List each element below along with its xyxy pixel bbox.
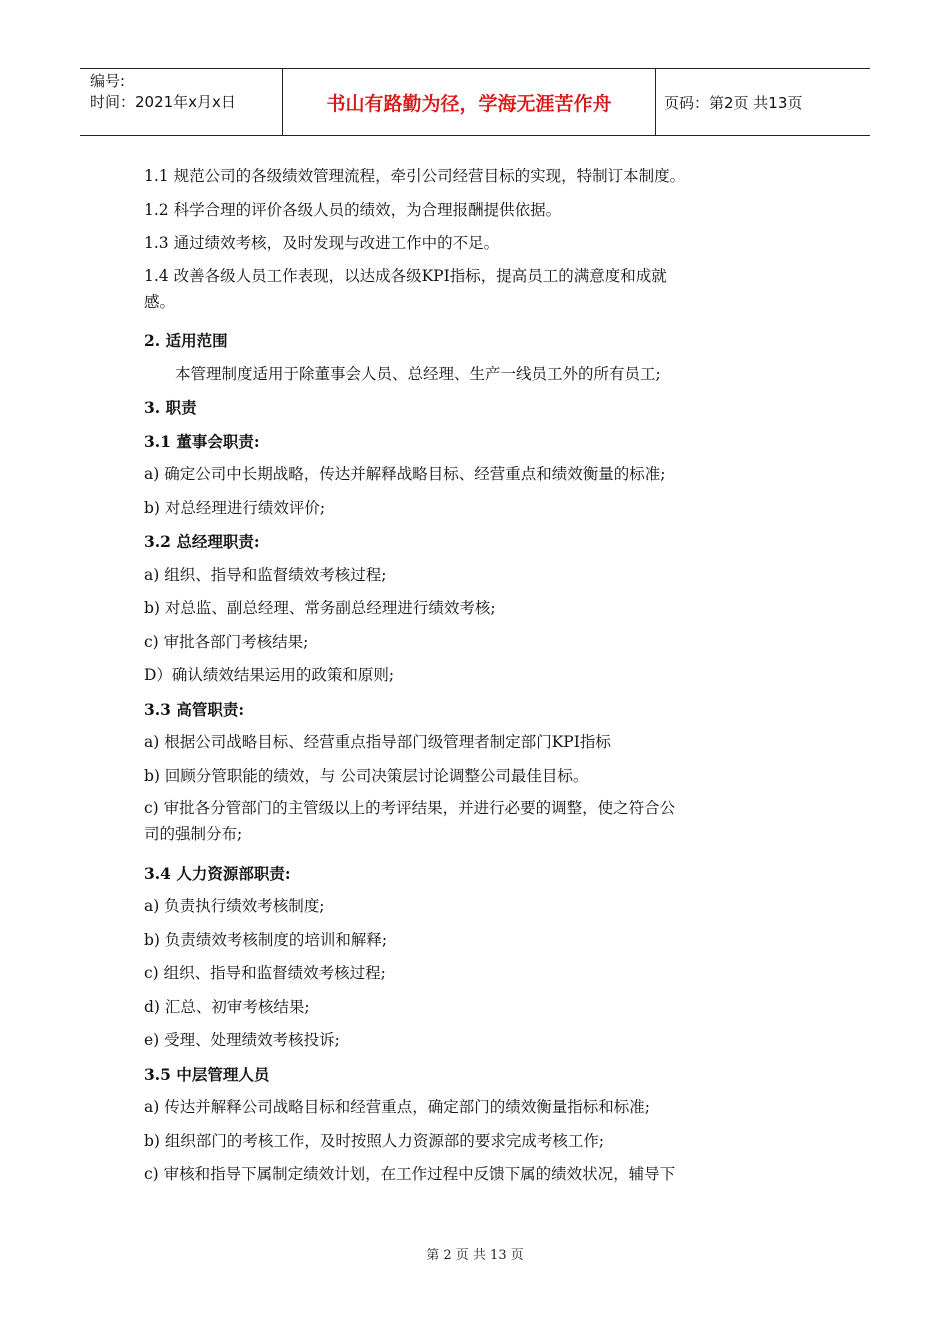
list-item: d) 汇总、初审考核结果; [144, 997, 310, 1016]
list-item: a) 传达并解释公司战略目标和经营重点，确定部门的绩效衡量指标和标准; [144, 1098, 650, 1116]
list-item: D）确认绩效结果运用的政策和原则; [144, 666, 395, 684]
list-item: b) 组织部门的考核工作，及时按照人力资源部的要求完成考核工作; [144, 1131, 605, 1150]
text-line: 1.1 规范公司的各级绩效管理流程，牵引公司经营目标的实现，特制订本制度。 [144, 167, 686, 185]
list-item: c) 审核和指导下属制定绩效计划，在工作过程中反馈下属的绩效状况，辅导下 [144, 1165, 676, 1183]
text-line: 本管理制度适用于除董事会人员、总经理、生产一线员工外的所有员工; [175, 364, 661, 383]
subsection-heading: 3.5 中层管理人员 [144, 1064, 270, 1084]
list-item: e) 受理、处理绩效考核投诉; [144, 1031, 340, 1049]
text-line: 感。 [144, 292, 176, 311]
text-line: 1.2 科学合理的评价各级人员的绩效，为合理报酬提供依据。 [144, 200, 562, 219]
section-heading: 3. 职责 [144, 398, 197, 417]
subsection-heading: 3.3 高管职责: [144, 699, 245, 719]
list-item: a) 确定公司中长期战略，传达并解释战略目标、经营重点和绩效衡量的标准; [144, 465, 666, 483]
document-body [144, 160, 814, 1192]
document-number-label: 编号: [90, 72, 126, 90]
list-item: c) 审批各分管部门的主管级以上的考评结果，并进行必要的调整，使之符合公 [144, 799, 676, 817]
list-item-continuation: 司的强制分布; [144, 825, 243, 843]
subsection-heading: 3.2 总经理职责: [144, 532, 260, 551]
list-item: b) 对总经理进行绩效评价; [144, 498, 326, 517]
document-time-label: 时间：2021年x月x日 [90, 93, 236, 111]
list-item: c) 组织、指导和监督绩效考核过程; [144, 964, 386, 982]
text-line: 1.4 改善各级人员工作表现，以达成各级KPI指标，提高员工的满意度和成就 [144, 266, 667, 285]
header-meta [80, 69, 283, 135]
list-item: c) 审批各部门考核结果; [144, 632, 309, 651]
section-heading: 2. 适用范围 [144, 331, 228, 350]
list-item: a) 组织、指导和监督绩效考核过程; [144, 565, 387, 584]
text-line: 1.3 通过绩效考核，及时发现与改进工作中的不足。 [144, 234, 500, 252]
subsection-heading: 3.1 董事会职责: [144, 431, 260, 451]
list-item: a) 负责执行绩效考核制度; [144, 897, 325, 915]
list-item: b) 回顾分管职能的绩效，与 公司决策层讨论调整公司最佳目标。 [144, 766, 589, 785]
page-footer: 第 2 页 共 13 页 [426, 1248, 524, 1263]
list-item: b) 对总监、副总经理、常务副总经理进行绩效考核; [144, 599, 496, 617]
subsection-heading: 3.4 人力资源部职责: [144, 863, 291, 883]
header-page-number: 页码：第2页 共13页 [664, 93, 803, 112]
list-item: b) 负责绩效考核制度的培训和解释; [144, 930, 388, 949]
page-header [80, 68, 870, 136]
list-item: a) 根据公司战略目标、经营重点指导部门级管理者制定部门KPI指标 [144, 733, 611, 751]
header-motto: 书山有路勤为径，学海无涯苦作舟 [283, 69, 656, 135]
